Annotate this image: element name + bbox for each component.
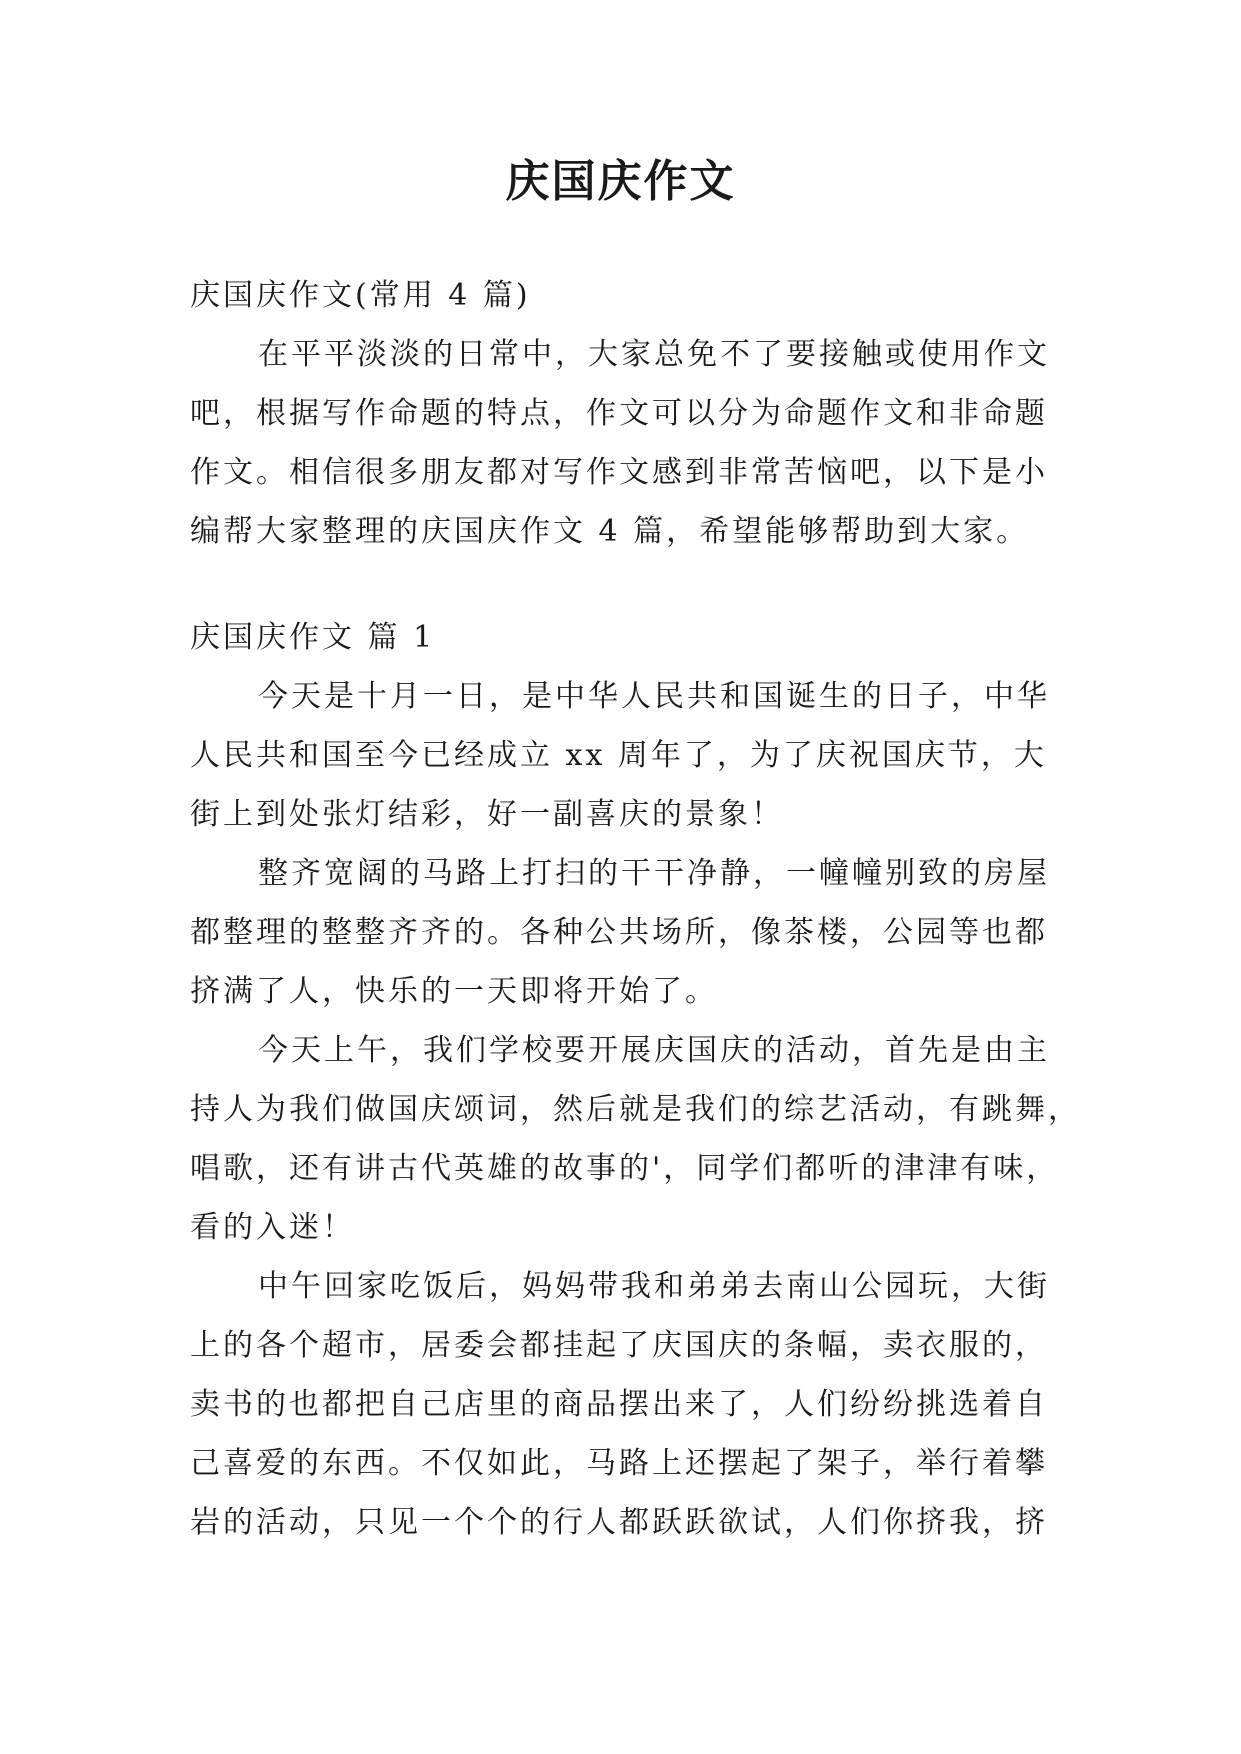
paragraph-line: 挤满了人，快乐的一天即将开始了。 (190, 974, 718, 1009)
intro-line: 吧，根据写作命题的特点，作文可以分为命题作文和非命题 (190, 396, 1048, 431)
section-spacer (190, 561, 1070, 608)
document-body (190, 266, 1081, 1552)
paragraph-line: 都整理的整整齐齐的。各种公共场所，像茶楼，公园等也都 (190, 915, 1048, 950)
document-title: 庆国庆作文 (505, 156, 736, 207)
paragraph-line: 今天是十月一日，是中华人民共和国诞生的日子，中华 (258, 679, 1050, 714)
intro-line: 编帮大家整理的庆国庆作文 4 篇，希望能够帮助到大家。 (190, 514, 1030, 549)
paragraph-4 (190, 1257, 1070, 1552)
paragraph-line: 中午回家吃饭后，妈妈带我和弟弟去南山公园玩，大街 (258, 1269, 1050, 1304)
paragraph-2 (190, 844, 1070, 1021)
paragraph-1 (190, 667, 1070, 844)
section-heading: 庆国庆作文 篇 1 (190, 620, 436, 655)
paragraph-line: 持人为我们做国庆颂词，然后就是我们的综艺活动，有跳舞， (190, 1092, 1081, 1127)
paragraph-line: 人民共和国至今已经成立 xx 周年了，为了庆祝国庆节，大 (190, 738, 1047, 773)
paragraph-line: 唱歌，还有讲古代英雄的故事的'，同学们都听的津津有味， (190, 1151, 1060, 1186)
paragraph-line: 己喜爱的东西。不仅如此，马路上还摆起了架子，举行着攀 (190, 1446, 1048, 1481)
paragraph-line: 整齐宽阔的马路上打扫的干干净静，一幢幢别致的房屋 (258, 856, 1050, 891)
paragraph-line: 岩的活动，只见一个个的行人都跃跃欲试，人们你挤我，挤 (190, 1505, 1048, 1540)
paragraph-line: 上的各个超市，居委会都挂起了庆国庆的条幅，卖衣服的， (190, 1328, 1048, 1363)
intro-line: 在平平淡淡的日常中，大家总免不了要接触或使用作文 (258, 337, 1050, 372)
paragraph-3 (190, 1021, 1081, 1257)
intro-paragraph (190, 325, 1070, 561)
paragraph-line: 看的入迷！ (190, 1210, 355, 1245)
paragraph-line: 街上到处张灯结彩，好一副喜庆的景象！ (190, 797, 784, 832)
document-subtitle: 庆国庆作文(常用 4 篇) (190, 278, 531, 313)
paragraph-line: 今天上午，我们学校要开展庆国庆的活动，首先是由主 (258, 1033, 1050, 1068)
intro-line: 作文。相信很多朋友都对写作文感到非常苦恼吧，以下是小 (190, 455, 1048, 490)
paragraph-line: 卖书的也都把自己店里的商品摆出来了，人们纷纷挑选着自 (190, 1387, 1048, 1422)
